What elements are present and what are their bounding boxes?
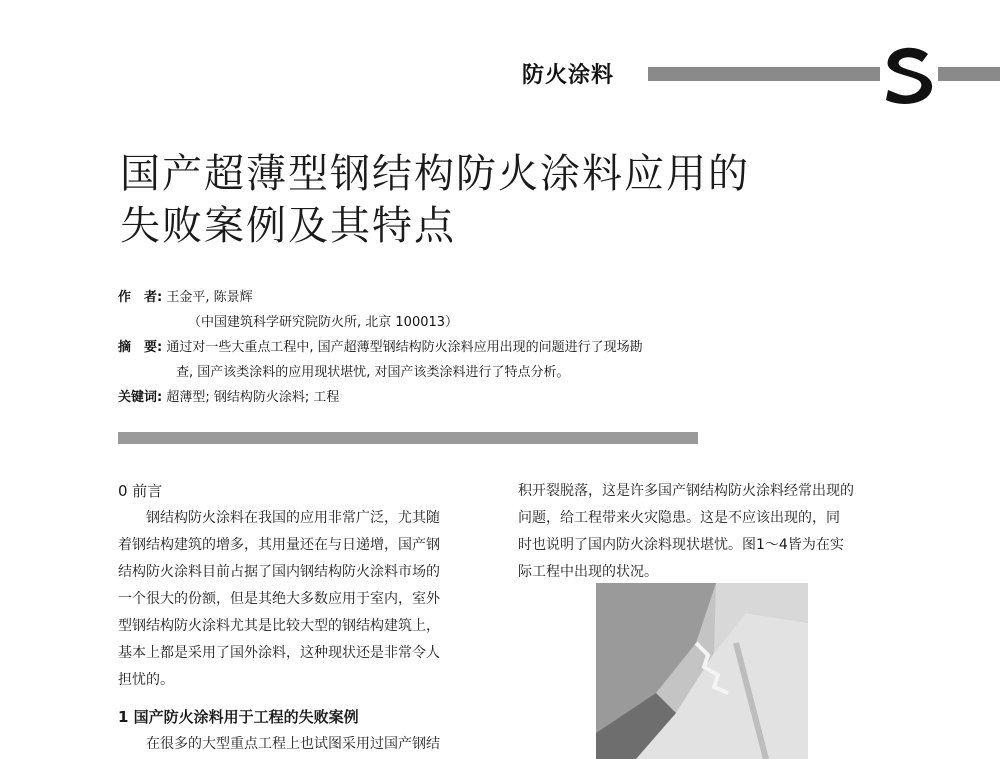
right-column (518, 478, 898, 586)
paper-title (120, 148, 750, 252)
heading-failure-cases: 1 国产防火涂料用于工程的失败案例 (118, 708, 359, 726)
body-line: 基本上都是采用了国外涂料，这种现状还是非常令人 (118, 645, 440, 661)
authors-label: 作 者: (118, 290, 163, 305)
body-line: 在很多的大型重点工程上也试图采用过国产钢结 (118, 736, 440, 752)
keywords-label: 关键词: (118, 390, 163, 405)
abstract-label: 摘 要: (118, 340, 163, 355)
title-line-2: 失败案例及其特点 (120, 203, 456, 249)
abstract-row (118, 336, 643, 355)
body-line: 问题，给工程带来火灾隐患。这是不应该出现的，同 (518, 510, 840, 526)
keywords-row (118, 386, 339, 405)
header-rule (648, 67, 880, 81)
keywords: 超薄型; 钢结构防火涂料; 工程 (166, 390, 340, 405)
heading-introduction: 0 前言 (118, 482, 163, 500)
authors: 王金平, 陈景辉 (166, 290, 253, 305)
body-line: 型钢结构防火涂料尤其是比较大型的钢结构建筑上， (118, 618, 440, 634)
authors-row (118, 286, 253, 305)
section-divider (118, 432, 698, 444)
body-line: 结构防火涂料目前占据了国内钢结构防火涂料市场的 (118, 564, 440, 580)
body-line: 钢结构防火涂料在我国的应用非常广泛，尤其随 (118, 510, 440, 526)
section-label: 防火涂料 (522, 63, 615, 88)
header-rule-right (938, 67, 1000, 81)
abstract-line-1: 通过对一些大重点工程中, 国产超薄型钢结构防火涂料应用出现的问题进行了现场勘 (166, 340, 643, 355)
body-line: 际工程中出现的状况。 (518, 564, 658, 580)
affiliation: （中国建筑科学研究院防火所, 北京 100013） (188, 315, 459, 330)
s-logo-icon (878, 44, 940, 106)
body-line: 积开裂脱落，这是许多国产钢结构防火涂料经常出现的 (518, 483, 854, 499)
body-line: 时也说明了国内防火涂料现状堪忧。图1～4皆为在实 (518, 537, 844, 553)
left-column (118, 478, 498, 758)
body-line: 着钢结构建筑的增多，其用量还在与日递增，国产钢 (118, 537, 440, 553)
body-line: 担忧的。 (118, 672, 174, 688)
title-line-1: 国产超薄型钢结构防火涂料应用的 (120, 151, 750, 197)
abstract-line-2: 查, 国产该类涂料的应用现状堪忧, 对国产该类涂料进行了特点分析。 (176, 365, 570, 380)
figure-photo (596, 583, 808, 759)
body-line: 一个很大的份额，但是其绝大多数应用于室内，室外 (118, 591, 440, 607)
